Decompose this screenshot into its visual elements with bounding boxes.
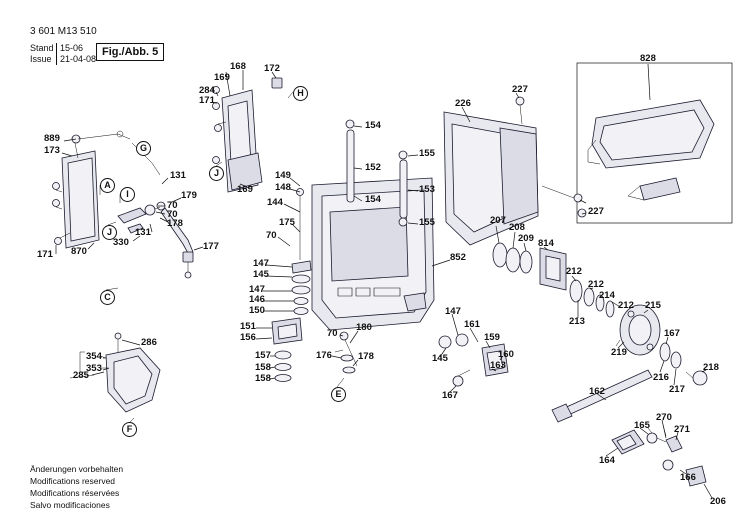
callout-letter-i: I [120,187,135,202]
part-number: 145 [432,353,448,364]
part-number: 70 [167,209,178,220]
part-number: 144 [267,197,283,208]
part-number: 227 [588,206,604,217]
part-number: 178 [167,218,183,229]
part-number: 172 [264,63,280,74]
header-divider [56,43,57,65]
part-number: 207 [490,215,506,226]
part-number: 814 [538,238,554,249]
part-number: 179 [181,190,197,201]
callout-letter-e: E [331,387,346,402]
part-number: 160 [498,349,514,360]
footer-line-de: Änderungen vorbehalten [30,464,124,474]
part-number: 163 [490,360,506,371]
part-number: 70 [266,230,277,241]
part-number: 215 [645,300,661,311]
part-number: 180 [356,322,372,333]
part-number: 271 [674,424,690,435]
callout-letter-g: G [136,141,151,156]
part-number: 165 [634,420,650,431]
part-number: 216 [653,372,669,383]
part-number: 169 [214,72,230,83]
part-number: 219 [611,347,627,358]
part-number: 213 [569,316,585,327]
part-number: 159 [484,332,500,343]
catalog-number: 3 601 M13 510 [30,26,97,37]
issue-label: Issue [30,54,52,64]
part-number: 164 [599,455,615,466]
part-number: 173 [44,145,60,156]
part-number: 171 [37,249,53,260]
stand-value: 15-06 [60,43,84,53]
part-number: 212 [618,300,634,311]
stand-label: Stand [30,43,54,53]
part-number: 284 [199,85,215,96]
part-number: 217 [669,384,685,395]
part-number: 168 [230,61,246,72]
part-number: 157 [255,350,271,361]
footer-line-es: Salvo modificaciones [30,500,110,510]
part-number: 889 [44,133,60,144]
part-number: 161 [464,319,480,330]
part-number: 162 [589,386,605,397]
part-number: 870 [71,246,87,257]
footer-line-en: Modifications reserved [30,476,116,486]
part-number: 131 [135,227,151,238]
part-number: 176 [316,350,332,361]
issue-value: 21-04-08 [60,54,97,64]
part-number: 226 [455,98,471,109]
part-number: 150 [249,305,265,316]
part-number: 330 [113,237,129,248]
part-number: 155 [419,148,435,159]
part-number: 171 [199,95,215,106]
part-number: 227 [512,84,528,95]
part-number: 70 [327,328,338,339]
part-number: 158 [255,362,271,373]
part-number: 154 [365,120,381,131]
part-number: 153 [419,184,435,195]
part-number: 158 [255,373,271,384]
part-number: 149 [275,170,291,181]
part-number: 212 [588,279,604,290]
figure-label: Fig./Abb. 5 [96,43,164,61]
callout-letter-f: F [122,422,137,437]
part-number: 167 [442,390,458,401]
part-number: 145 [253,269,269,280]
part-number: 270 [656,412,672,423]
footer-line-fr: Modifications réservées [30,488,120,498]
part-number: 147 [249,284,265,295]
part-number: 147 [445,306,461,317]
part-number: 286 [141,337,157,348]
part-number: 828 [640,53,656,64]
callout-letter-c: C [100,290,115,305]
part-number: 156 [240,332,256,343]
part-number: 169 [237,184,253,195]
part-number: 208 [509,222,525,233]
callout-letter-j2: J [209,166,224,181]
part-number: 212 [566,266,582,277]
callout-letter-j: J [102,225,117,240]
part-number: 166 [680,472,696,483]
part-number: 214 [599,290,615,301]
part-number: 70 [167,200,178,211]
part-number: 285 [73,370,89,381]
part-number: 131 [170,170,186,181]
part-number: 175 [279,217,295,228]
part-number: 152 [365,162,381,173]
part-number: 206 [710,496,726,507]
part-number: 852 [450,252,466,263]
callout-letter-a: A [100,178,115,193]
part-number: 353 [86,363,102,374]
part-number: 177 [203,241,219,252]
part-number: 155 [419,217,435,228]
part-number: 146 [249,294,265,305]
part-number: 151 [240,321,256,332]
part-number: 147 [253,258,269,269]
part-number: 154 [365,194,381,205]
part-number: 178 [358,351,374,362]
callout-letter-h: H [293,86,308,101]
part-number: 148 [275,182,291,193]
part-number: 218 [703,362,719,373]
part-number: 354 [86,351,102,362]
part-number: 209 [518,233,534,244]
part-number: 167 [664,328,680,339]
